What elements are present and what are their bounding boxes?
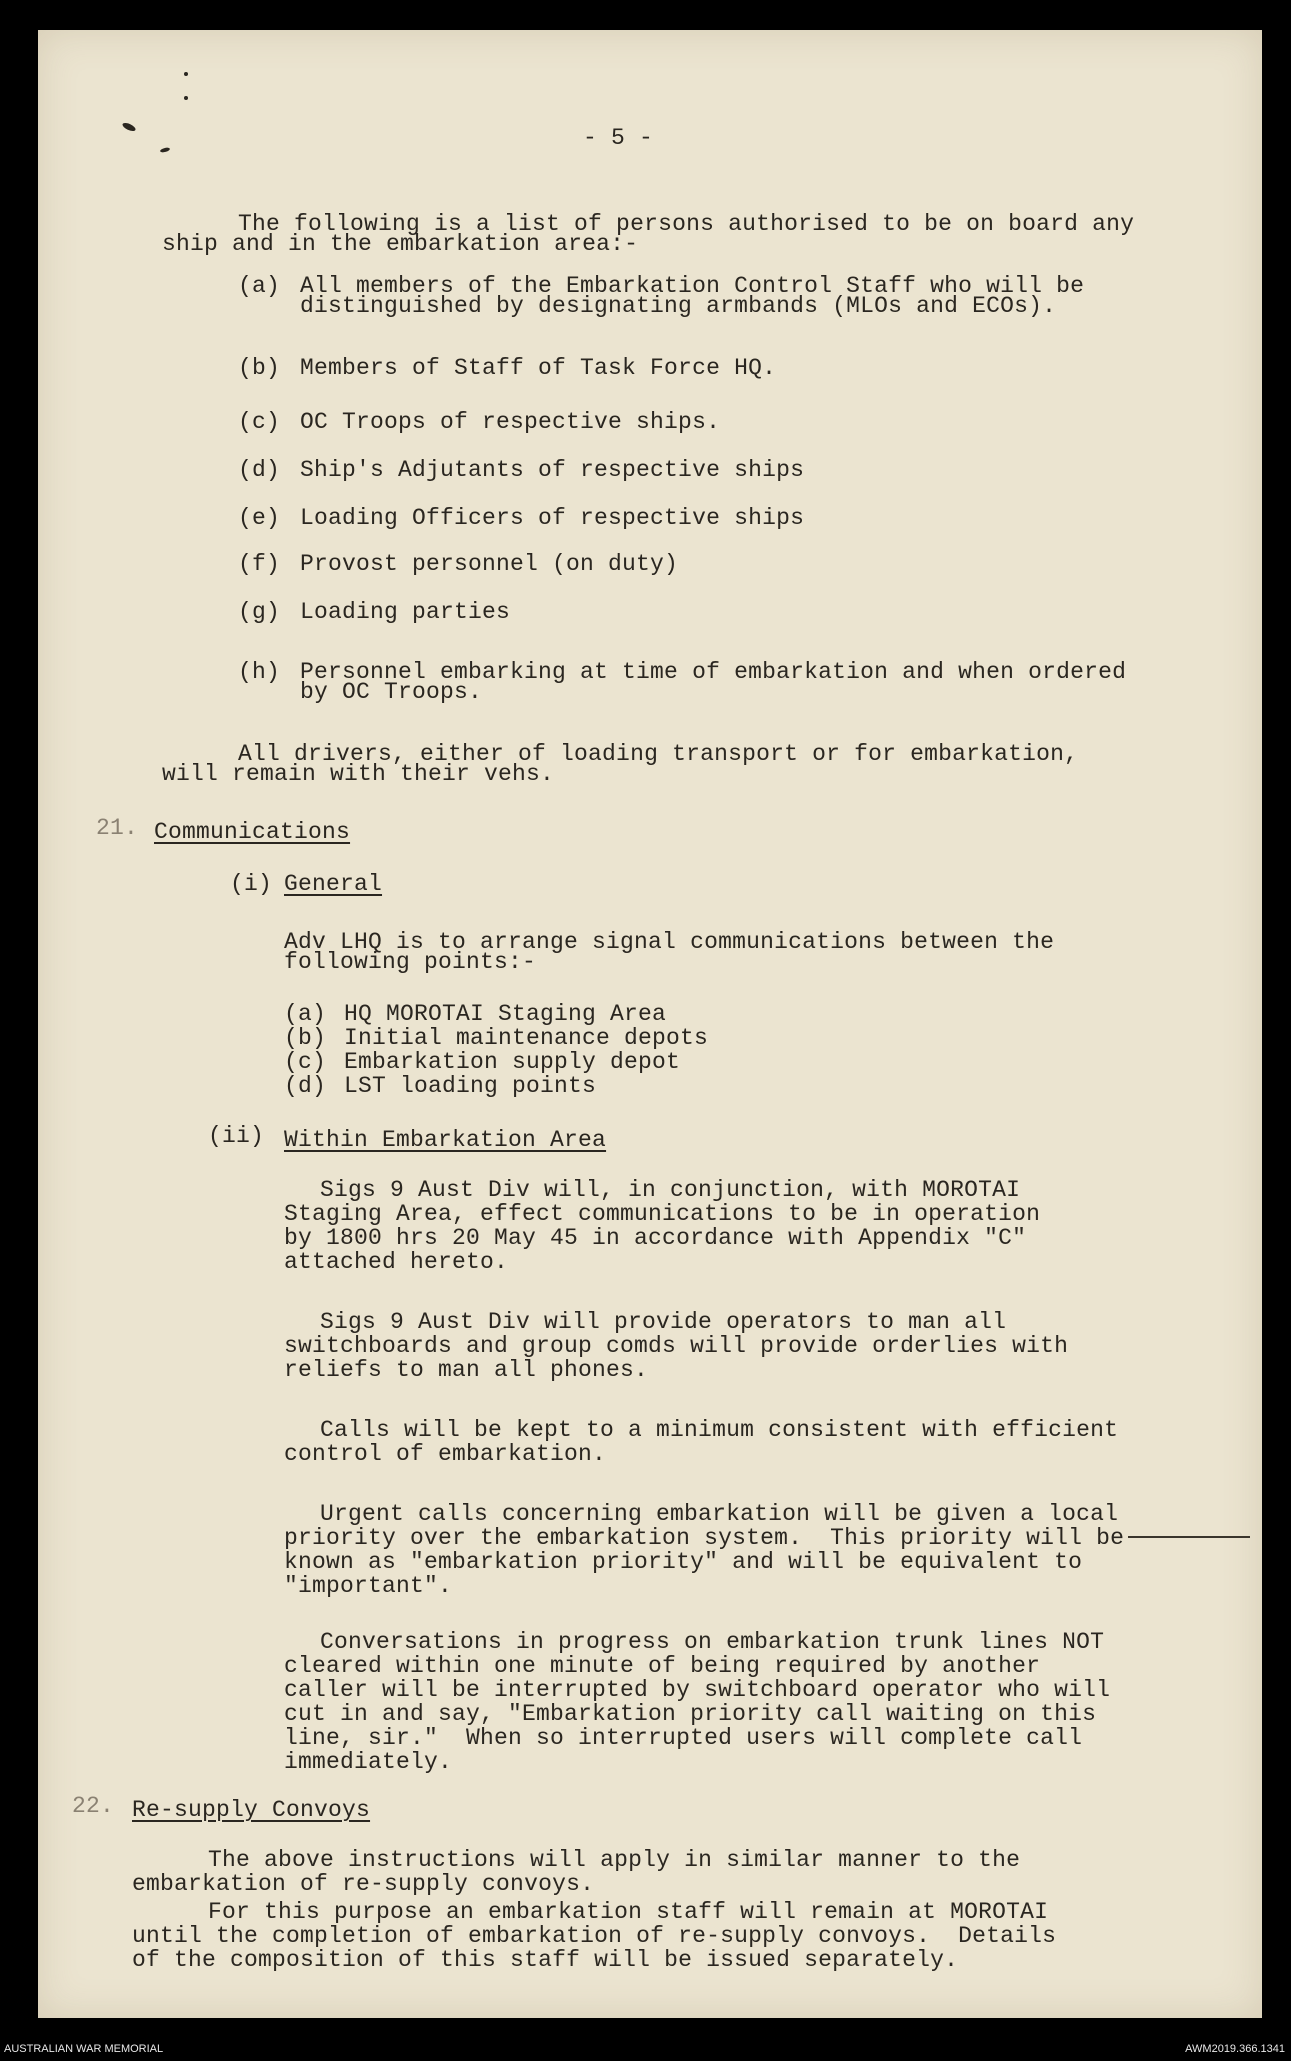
list-item-label: (e) <box>238 505 281 531</box>
paragraph-line: attached hereto. <box>284 1249 509 1275</box>
staple-mark <box>184 96 188 100</box>
point-text: Initial maintenance depots <box>344 1025 709 1051</box>
staple-mark <box>121 121 136 132</box>
page-number: - 5 - <box>583 125 654 151</box>
list-item-text: Loading parties <box>300 599 511 625</box>
paragraph-line: embarkation of re-supply convoys. <box>132 1871 595 1897</box>
subsection-label: (ii) <box>208 1123 265 1149</box>
paragraph-line: Sigs 9 Aust Div will provide operators to man all <box>320 1309 1007 1335</box>
paragraph-line: by 1800 hrs 20 May 45 in accordance with Appendix "C" <box>284 1225 1027 1251</box>
point-label: (b) <box>284 1025 327 1051</box>
list-item-label: (d) <box>238 457 281 483</box>
point-label: (a) <box>284 1001 327 1027</box>
list-item-label: (f) <box>238 551 281 577</box>
point-text: HQ MOROTAI Staging Area <box>344 1001 667 1027</box>
list-item-label: (a) <box>238 273 281 299</box>
drivers-line: All drivers, either of loading transport or for embarkation, <box>238 741 1079 767</box>
paragraph-line: The above instructions will apply in similar manner to the <box>208 1847 1021 1873</box>
paragraph-line: switchboards and group comds will provide orderlies with <box>284 1333 1069 1359</box>
paragraph-line: control of embarkation. <box>284 1441 607 1467</box>
paragraph-line: immediately. <box>284 1749 453 1775</box>
list-item-text: Ship's Adjutants of respective ships <box>300 457 805 483</box>
list-item-text: OC Troops of respective ships. <box>300 409 721 435</box>
paragraph-line: Calls will be kept to a minimum consistent with efficient <box>320 1417 1119 1443</box>
paragraph-line: cut in and say, "Embarkation priority call waiting on this <box>284 1701 1097 1727</box>
paragraph-line: Adv LHQ is to arrange signal communications between the <box>284 929 1055 955</box>
list-item-label: (b) <box>238 355 281 381</box>
paragraph-line: known as "embarkation priority" and will be equivalent to <box>284 1549 1083 1575</box>
paragraph-line: Conversations in progress on embarkation trunk lines NOT <box>320 1629 1105 1655</box>
footer-archive-id: AWM2019.366.1341 <box>1185 2043 1285 2055</box>
list-item-label: (g) <box>238 599 281 625</box>
paragraph-line: following points:- <box>284 949 537 975</box>
point-label: (d) <box>284 1073 327 1099</box>
staple-mark <box>184 72 188 76</box>
document-page <box>38 30 1262 2018</box>
list-item-text: Loading Officers of respective ships <box>300 505 805 531</box>
paragraph-line: caller will be interrupted by switchboard operator who will <box>284 1677 1111 1703</box>
section-title: Communications <box>154 819 351 845</box>
subsection-title: General <box>284 871 383 897</box>
list-item-label: (c) <box>238 409 281 435</box>
staple-mark <box>160 147 171 153</box>
list-item-text: All members of the Embarkation Control Staff who will be <box>300 273 1085 299</box>
point-text: Embarkation supply depot <box>344 1049 681 1075</box>
paragraph-line: For this purpose an embarkation staff will remain at MOROTAI <box>208 1899 1049 1925</box>
section-number: 21. <box>96 815 139 841</box>
subsection-title: Within Embarkation Area <box>284 1127 607 1153</box>
list-item-label: (h) <box>238 659 281 685</box>
list-item-text: distinguished by designating armbands (MLOs and ECOs). <box>300 293 1057 319</box>
paragraph-line: Staging Area, effect communications to be in operation <box>284 1201 1041 1227</box>
paragraph-line: of the composition of this staff will be issued separately. <box>132 1947 959 1973</box>
paragraph-line: reliefs to man all phones. <box>284 1357 649 1383</box>
point-text: LST loading points <box>344 1073 597 1099</box>
section-number: 22. <box>72 1793 115 1819</box>
intro-line: ship and in the embarkation area:- <box>162 231 639 257</box>
paragraph-line: until the completion of embarkation of re-supply convoys. Details <box>132 1923 1057 1949</box>
intro-line: The following is a list of persons authorised to be on board any <box>238 211 1135 237</box>
paragraph-line: cleared within one minute of being required by another <box>284 1653 1041 1679</box>
paragraph-line: line, sir." When so interrupted users will complete call <box>284 1725 1083 1751</box>
list-item-text: by OC Troops. <box>300 679 483 705</box>
strike-line <box>1128 1536 1250 1538</box>
paragraph-line: Sigs 9 Aust Div will, in conjunction, with MOROTAI <box>320 1177 1021 1203</box>
drivers-line: will remain with their vehs. <box>162 761 555 787</box>
list-item-text: Members of Staff of Task Force HQ. <box>300 355 777 381</box>
footer-archive-name: AUSTRALIAN WAR MEMORIAL <box>4 2043 164 2055</box>
section-title: Re-supply Convoys <box>132 1797 371 1823</box>
subsection-label: (i) <box>230 871 273 897</box>
paragraph-line: "important". <box>284 1573 453 1599</box>
list-item-text: Provost personnel (on duty) <box>300 551 679 577</box>
list-item-text: Personnel embarking at time of embarkation and when ordered <box>300 659 1127 685</box>
paragraph-line: Urgent calls concerning embarkation will be given a local <box>320 1501 1119 1527</box>
paragraph-line: priority over the embarkation system. This priority will be <box>284 1525 1125 1551</box>
point-label: (c) <box>284 1049 327 1075</box>
